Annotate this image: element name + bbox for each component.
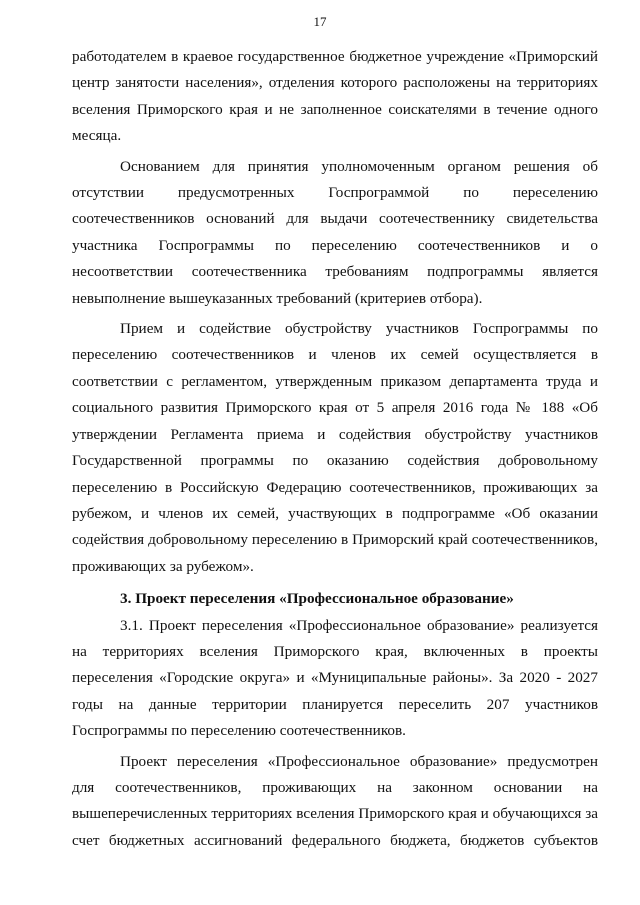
paragraph-refusal-grounds: Основанием для принятия уполномоченным органом решения об отсутствии предусмотренных Госпрограммой по переселению соотечественников оснований для выдачи соотечественнику свидетельства участника Госпрограммы по переселению соотечественников и о несоответствии соотечественника требованиям подпрограммы является невыполнение вышеуказанных требований (критериев отбора). bbox=[72, 157, 598, 307]
document-body bbox=[72, 44, 598, 854]
paragraph-continuation: работодателем в краевое государственное бюджетное учреждение «Приморский центр занятости населения», отделения которого расположены на территориях вселения Приморского края и не заполненное соискателями в течение одного месяца. bbox=[72, 48, 598, 145]
paragraph-reception: Прием и содействие обустройству участников Госпрограммы по переселению соотечественников и членов их семей осуществляется в соответствии с регламентом, утвержденным приказом департамента труда и социального развития Приморского края от 5 апреля 2016 года № 188 «Об утверждении Регламента приема и содействия обустройству участников Государственной программы по оказанию содействия добровольному переселению в Российскую Федерацию соотечественников, проживающих за рубежом, и членов их семей, участвующих в подпрограмме «Об оказании содействия добровольному переселению в Приморский край соотечественников, проживающих за рубежом». bbox=[72, 320, 598, 575]
page-number: 17 bbox=[313, 14, 327, 29]
paragraph-3-1: 3.1. Проект переселения «Профессиональное образование» реализуется на территориях вселения Приморского края, включенных в проекты переселения «Городские округа» и «Муниципальные районы». За 2020 - 2027 годы на данные территории планируется переселить 207 участников Госпрограммы по переселению соотечественников. bbox=[72, 616, 598, 740]
section-heading: 3. Проект переселения «Профессиональное образование» bbox=[120, 590, 514, 608]
paragraph-project-scope: Проект переселения «Профессиональное образование» предусмотрен для соотечественников, проживающих на законном основании на вышеперечисленных территориях вселения Приморского края и обучающихся за счет бюджетных ассигнований федерального бюджета, бюджетов субъектов bbox=[72, 752, 598, 849]
